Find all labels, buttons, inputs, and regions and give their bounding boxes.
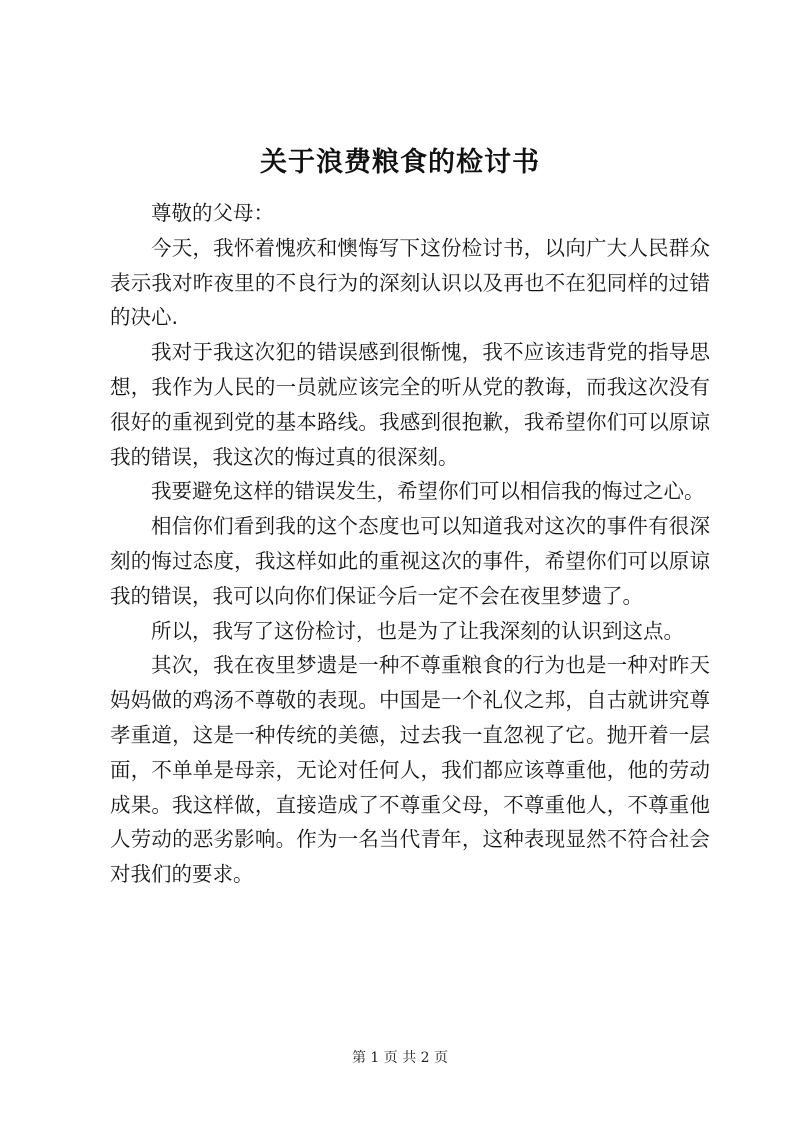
paragraph-5: 所以，我写了这份检讨，也是为了让我深刻的认识到这点。 [151,618,684,643]
document-title: 关于浪费粮食的检讨书 [260,147,540,178]
paragraph-4: 相信你们看到我的这个态度也可以知道我对这次的事件有很深刻的悔过态度，我这样如此的重视这次的事件，希望你们可以原谅我的错误，我可以向你们保证今后一定不会在夜里梦遗了。 [110,514,710,608]
salutation: 尊敬的父母： [151,201,274,225]
paragraph-3: 我要避免这样的错误发生，希望你们可以相信我的悔过之心。 [151,479,705,504]
document-body [110,196,710,892]
paragraph-1: 今天，我怀着愧疚和懊悔写下这份检讨书，以向广大人民群众表示我对昨夜里的不良行为的深刻认识以及再也不在犯同样的过错的决心. [110,235,710,330]
paragraph-2: 我对于我这次犯的错误感到很惭愧，我不应该违背党的指导思想，我作为人民的一员就应该完全的听从党的教诲，而我这次没有很好的重视到党的基本路线。我感到很抱歉，我希望你们可以原谅我的错误，我这次的悔过真的很深刻。 [110,340,710,469]
paragraph-6: 其次，我在夜里梦遗是一种不尊重粮食的行为也是一种对昨天妈妈做的鸡汤不尊敬的表现。中国是一个礼仪之邦，自古就讲究尊孝重道，这是一种传统的美德，过去我一直忽视了它。抛开着一层面，不单单是母亲，无论对任何人，我们都应该尊重他，他的劳动成果。我这样做，直接造成了不尊重父母，不尊重他人，不尊重他人劳动的恶劣影响。作为一名当代青年，这种表现显然不符合社会对我们的要求。 [110,653,710,887]
page-footer: 第 1 页 共 2 页 [351,1050,449,1066]
